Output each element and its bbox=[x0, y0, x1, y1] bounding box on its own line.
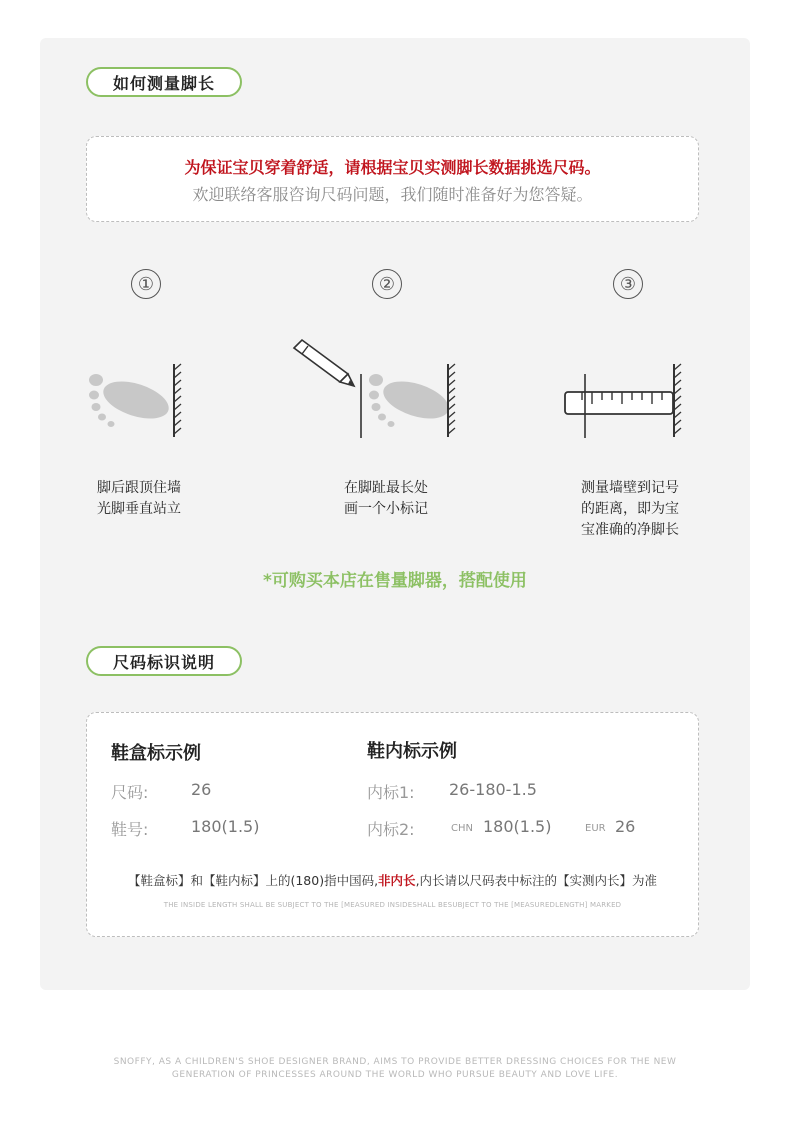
ruler-to-wall-icon bbox=[560, 360, 690, 440]
shoebox-size-label: 尺码: bbox=[111, 783, 149, 802]
step-2-number: ② bbox=[372, 269, 402, 299]
section-title-measure bbox=[86, 67, 242, 97]
shoebox-number-label: 鞋号: bbox=[111, 820, 149, 839]
inner-label-1-label: 内标1: bbox=[367, 783, 415, 802]
chn-value: 180(1.5) bbox=[483, 817, 552, 836]
step-1-text: 脚后跟顶住墙 光脚垂直站立 bbox=[97, 480, 181, 517]
pencil-mark-foot-icon bbox=[288, 338, 468, 440]
shoebox-number-value: 180(1.5) bbox=[191, 817, 260, 836]
shoebox-heading: 鞋盒标示例 bbox=[111, 743, 201, 764]
chn-tag: CHN bbox=[451, 823, 473, 834]
size-footnote-red: 非内长 bbox=[378, 873, 416, 888]
inner-label-1-value: 26-180-1.5 bbox=[449, 780, 537, 799]
eur-tag: EUR bbox=[585, 823, 606, 834]
step-3-number: ③ bbox=[613, 269, 643, 299]
section-title-size-label-text: 尺码标识说明 bbox=[112, 652, 215, 672]
step-2-text: 在脚趾最长处 画一个小标记 bbox=[344, 480, 428, 517]
step-3-text: 测量墙壁到记号 的距离，即为宝 宝准确的净脚长 bbox=[581, 480, 679, 538]
brand-footer-line-1: SNOFFY, AS A CHILDREN'S SHOE DESIGNER BRAND, AIMS TO PROVIDE BETTER DRESSING CHOICES FOR THE NEW bbox=[113, 1057, 677, 1067]
foot-gauge-note: *可购买本店在售量脚器，搭配使用 bbox=[263, 571, 527, 591]
brand-footer bbox=[60, 1056, 730, 1082]
size-footnote-part-a: 【鞋盒标】和【鞋内标】上的(180)指中国码, bbox=[127, 873, 379, 888]
section-title-size-label bbox=[86, 646, 242, 676]
brand-footer-line-2: GENERATION OF PRINCESSES AROUND THE WORLD WHO PURSUE BEAUTY AND LOVE LIFE. bbox=[171, 1070, 619, 1080]
foot-against-wall-icon bbox=[84, 360, 194, 440]
inner-label-2-label: 内标2: bbox=[367, 820, 415, 839]
shoebox-size-value: 26 bbox=[191, 780, 212, 799]
size-footnote-part-b: ,内长请以尺码表中标注的【实测内长】为准 bbox=[415, 873, 658, 888]
notice-red-text: 为保证宝贝穿着舒适，请根据宝贝实测脚长数据挑选尺码。 bbox=[184, 158, 601, 177]
notice-box bbox=[86, 136, 699, 222]
size-fine-print: THE INSIDE LENGTH SHALL BE SUBJECT TO THE [MEASURED INSIDESHALL BESUBJECT TO THE [MEASUREDLENGTH] MARKED bbox=[163, 901, 622, 909]
inner-label-heading: 鞋内标示例 bbox=[367, 741, 457, 762]
size-label-box bbox=[86, 712, 699, 937]
eur-value: 26 bbox=[615, 817, 636, 836]
section-title-measure-text: 如何测量脚长 bbox=[112, 73, 215, 93]
step-1-number: ① bbox=[131, 269, 161, 299]
notice-gray-text: 欢迎联络客服咨询尺码问题，我们随时准备好为您答疑。 bbox=[192, 185, 593, 204]
size-footnote bbox=[87, 871, 698, 889]
